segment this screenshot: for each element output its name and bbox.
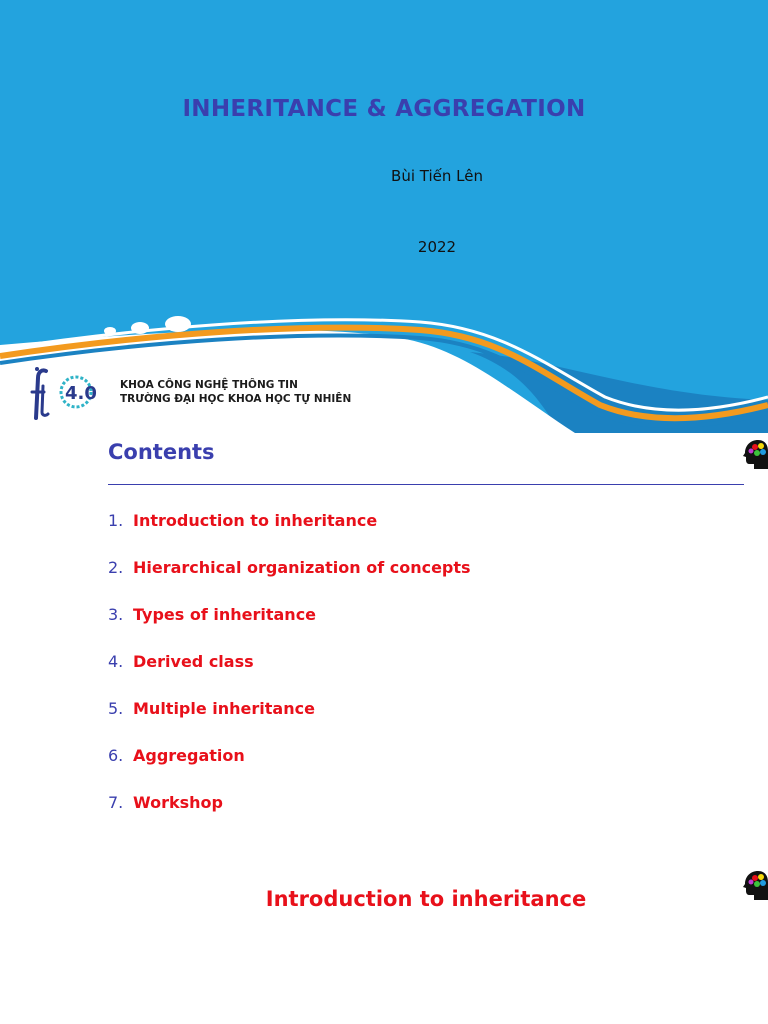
contents-slide xyxy=(0,433,768,855)
section-heading: Introduction to inheritance xyxy=(265,887,587,911)
brain-gears-head-icon xyxy=(742,439,768,469)
title-slide xyxy=(0,0,768,433)
list-item[interactable]: 1. Introduction to inheritance xyxy=(108,511,378,530)
list-item[interactable]: 7. Workshop xyxy=(108,793,223,812)
faculty-line-1: KHOA CÔNG NGHỆ THÔNG TIN xyxy=(120,379,298,391)
list-item[interactable]: 6. Aggregation xyxy=(108,746,245,765)
list-item[interactable]: 2. Hierarchical organization of concepts xyxy=(108,558,471,577)
fit-logo-icon xyxy=(28,366,116,422)
section-slide xyxy=(0,855,768,1024)
contents-list xyxy=(108,511,471,840)
heading-divider xyxy=(108,484,744,485)
presentation-title: INHERITANCE & AGGREGATION xyxy=(182,96,586,122)
faculty-line-2: TRƯỜNG ĐẠI HỌC KHOA HỌC TỰ NHIÊN xyxy=(120,393,352,405)
list-item[interactable]: 3. Types of inheritance xyxy=(108,605,317,624)
contents-heading: Contents xyxy=(108,440,215,464)
faculty-name xyxy=(120,378,351,406)
presentation-year: 2022 xyxy=(417,238,457,256)
svg-text:4.0: 4.0 xyxy=(65,383,97,404)
list-item[interactable]: 4. Derived class xyxy=(108,652,254,671)
author-name: Bùi Tiến Lên xyxy=(391,167,483,185)
list-item[interactable]: 5. Multiple inheritance xyxy=(108,699,315,718)
